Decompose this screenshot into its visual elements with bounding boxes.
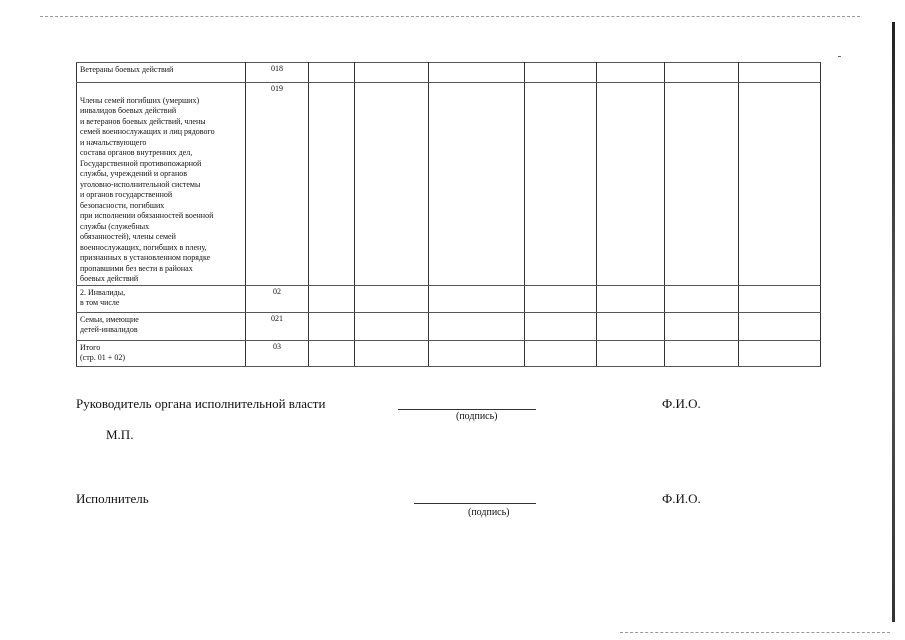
table-row (77, 83, 821, 286)
row-label-line: обязанностей), члены семей (80, 232, 176, 241)
table-row (77, 340, 821, 366)
table-row (77, 63, 821, 83)
empty-cell (739, 63, 821, 83)
empty-cell (429, 340, 525, 366)
row-label-line: Ветераны боевых действий (80, 65, 174, 74)
empty-cell (429, 312, 525, 340)
empty-cell (355, 63, 429, 83)
empty-cell (309, 285, 355, 312)
report-table (76, 62, 821, 367)
empty-cell (739, 83, 821, 286)
row-label-line: (стр. 01 + 02) (80, 353, 125, 362)
row-label-line: и органов государственной (80, 190, 173, 199)
row-code: 03 (246, 340, 309, 366)
row-code: 018 (246, 63, 309, 83)
empty-cell (355, 83, 429, 286)
row-label-line: пропавшими без вести в районах (80, 263, 193, 273)
row-label (77, 63, 246, 83)
row-label-line: и ветеранов боевых действий, члены (80, 116, 206, 126)
empty-cell (309, 340, 355, 366)
empty-cell (597, 83, 665, 286)
table-row (77, 312, 821, 340)
scan-edge-bottom (620, 632, 890, 633)
scan-edge-top (40, 16, 860, 17)
empty-cell (597, 340, 665, 366)
row-label-line: военнослужащих, погибших в плену, (80, 242, 207, 252)
stamp-label: М.П. (106, 427, 134, 442)
empty-cell (525, 340, 597, 366)
empty-cell (665, 83, 739, 286)
empty-cell (597, 63, 665, 83)
row-label-line: в том числе (80, 298, 120, 307)
head-signature-line (398, 409, 536, 410)
row-label-line: 2. Инвалиды, (80, 287, 126, 297)
row-label-line: Государственной противопожарной (80, 158, 202, 168)
row-label-line: признанных в установленном порядке (80, 253, 211, 262)
empty-cell (355, 340, 429, 366)
empty-cell (309, 312, 355, 340)
executor-signature-hint: (подпись) (468, 507, 510, 518)
row-label-line: уголовно-исполнительной системы (80, 179, 201, 189)
row-label-line: семей военнослужащих и лиц рядового (80, 127, 215, 136)
empty-cell (429, 285, 525, 312)
row-label-line: состава органов внутренних дел, (80, 148, 193, 157)
row-label-line: службы (служебных (80, 221, 150, 231)
row-label-line: Члены семей погибших (умерших) (80, 95, 200, 105)
empty-cell (665, 285, 739, 312)
report-table-body (77, 63, 821, 367)
empty-cell (429, 63, 525, 83)
row-code: 021 (246, 312, 309, 340)
head-signature-hint: (подпись) (456, 411, 498, 422)
row-label (77, 312, 246, 340)
head-signature-label: Руководитель органа исполнительной власти (76, 396, 326, 411)
row-code: 019 (246, 83, 309, 286)
empty-cell (665, 312, 739, 340)
empty-cell (597, 312, 665, 340)
empty-cell (597, 285, 665, 312)
empty-cell (525, 312, 597, 340)
empty-cell (739, 285, 821, 312)
empty-cell (739, 312, 821, 340)
table-row (77, 285, 821, 312)
row-label-line: Итого (80, 342, 101, 352)
empty-cell (355, 285, 429, 312)
row-label-line: при исполнении обязанностей военной (80, 211, 214, 220)
empty-cell (665, 340, 739, 366)
empty-cell (525, 63, 597, 83)
empty-cell (355, 312, 429, 340)
row-label (77, 340, 246, 366)
row-label (77, 285, 246, 312)
empty-cell (309, 83, 355, 286)
executor-fio-label: Ф.И.О. (662, 491, 701, 506)
row-label-line (80, 85, 241, 96)
scan-edge-right (892, 22, 895, 622)
empty-cell (309, 63, 355, 83)
row-label-line: службы, учреждений и органов (80, 169, 188, 178)
row-label-line: инвалидов боевых действий (80, 106, 177, 115)
empty-cell (429, 83, 525, 286)
head-fio-label: Ф.И.О. (662, 396, 701, 411)
row-label-line: детей-инвалидов (80, 325, 138, 334)
row-label-line: боевых действий (80, 274, 139, 283)
executor-label: Исполнитель (76, 491, 149, 506)
empty-cell (739, 340, 821, 366)
empty-cell (525, 83, 597, 286)
empty-cell (665, 63, 739, 83)
scan-speck (838, 56, 841, 57)
executor-signature-line (414, 503, 536, 504)
row-label-line: безопасности, погибших (80, 200, 165, 210)
row-label-line: и начальствующего (80, 137, 147, 147)
empty-cell (525, 285, 597, 312)
row-label (77, 83, 246, 286)
row-label-line: Семьи, имеющие (80, 314, 139, 324)
row-code: 02 (246, 285, 309, 312)
